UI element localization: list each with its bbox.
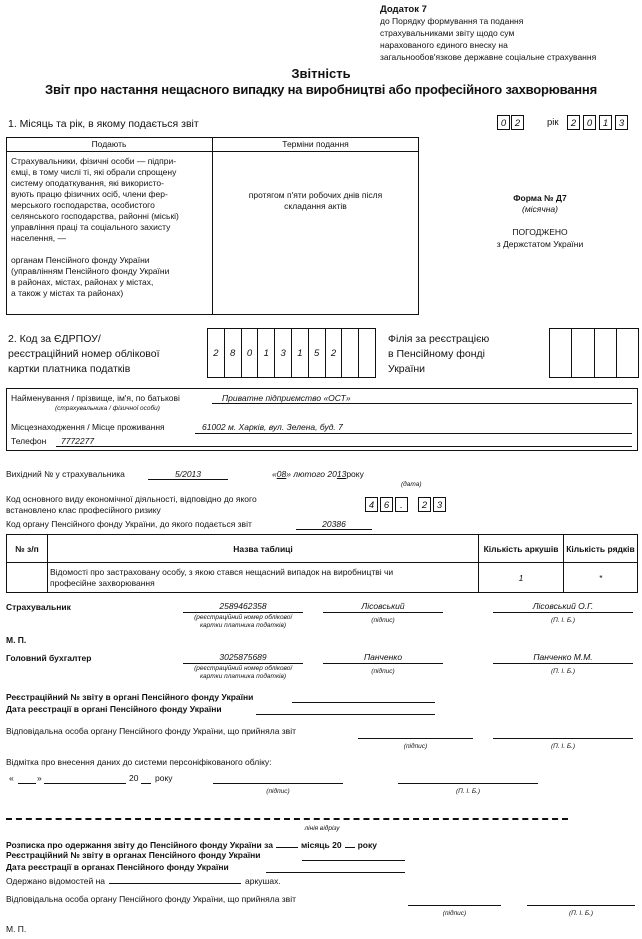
edrpou-digit-8: 2: [326, 329, 343, 377]
phone-value[interactable]: 7772277: [61, 436, 95, 446]
appendix-line-3: нарахованого єдиного внеску на: [380, 40, 508, 50]
approved-by: з Держстатом України: [496, 239, 584, 249]
outgoing-date-note: (дата): [401, 481, 422, 488]
row-rows[interactable]: *: [564, 563, 638, 593]
row-name: Відомості про застраховану особу, з якою стався нещасний випадок на виробництві чи професійне захворювання: [48, 563, 479, 593]
edrpou-digit-7: 5: [309, 329, 326, 377]
pf-name-note: (П. І. Б.): [550, 743, 576, 750]
accountant-label: Головний бухгалтер: [6, 653, 92, 663]
pf-mark-sign-note: (підпис): [266, 788, 290, 795]
pf-mark-name-note: (П. І. Б.): [455, 788, 481, 795]
insurer-code[interactable]: 2589462358: [219, 601, 267, 611]
pf-responsible-sign-line[interactable]: [358, 738, 473, 739]
pf-reg-number-label: Реєстраційний № звіту в органі Пенсійного фонду України: [6, 692, 254, 702]
receipt-reg-date-line[interactable]: [266, 872, 405, 873]
cut-line-label: лінія відрізу: [304, 825, 340, 832]
pf-mark-date-open: «: [9, 773, 14, 783]
pf-mark-label: Відмітка про внесення даних до системи персоніфікованого обліку:: [6, 757, 272, 767]
branch-label: Філія за реєстрацією в Пенсійному фонді України: [388, 333, 490, 375]
insurer-name[interactable]: Лісовський О.Г.: [532, 601, 594, 611]
receipt-name-line[interactable]: [527, 905, 635, 906]
edrpou-digit-9: [342, 329, 359, 377]
insurer-signature[interactable]: Лісовський: [361, 601, 405, 611]
cut-line: [6, 818, 568, 820]
pf-responsible-label: Відповідальна особа органу Пенсійного фонду України, що прийняла звіт: [6, 726, 296, 736]
receipt-reg-number-line[interactable]: [302, 860, 405, 861]
accountant-code-note: (реєстраційний номер облікової картки платника податків): [194, 665, 292, 680]
receipt-sign-note: (підпис): [442, 910, 467, 917]
header-sheets: Кількість аркушів: [479, 535, 564, 563]
pf-responsible-name-line[interactable]: [493, 738, 633, 739]
year-digit-2[interactable]: 0: [583, 115, 596, 130]
kved-digit-2[interactable]: 6: [380, 497, 393, 512]
pf-reg-number-line[interactable]: [292, 702, 435, 703]
insurer-sign-note: (підпис): [371, 617, 395, 624]
pf-reg-date-line[interactable]: [256, 714, 435, 715]
receipt-line-2: Реєстраційний № звіту в органах Пенсійного фонду України: [6, 850, 261, 860]
tables-list: [6, 534, 638, 593]
form-number: Форма № Д7: [513, 193, 567, 203]
stamp-label: М. П.: [6, 635, 27, 645]
header-num: № з/п: [7, 535, 48, 563]
accountant-name-note: (П. І. Б.): [550, 668, 576, 675]
phone-label: Телефон: [11, 436, 47, 446]
row-sheets[interactable]: 1: [479, 563, 564, 593]
outgoing-number[interactable]: 5/2013: [175, 469, 201, 479]
pf-code-label: Код органу Пенсійного фонду України, до якого подається звіт: [6, 519, 252, 529]
pf-mark-sign-line[interactable]: [213, 783, 343, 784]
accountant-code[interactable]: 3025875689: [219, 652, 267, 662]
header-rows: Кількість рядків: [564, 535, 638, 563]
appendix-line-1: до Порядку формування та подання: [380, 16, 524, 26]
table-row: [7, 563, 638, 593]
insurer-label: Страхувальник: [6, 602, 71, 612]
section2-label: 2. Код за ЄДРПОУ/ реєстраційний номер облікової картки платника податків: [8, 333, 160, 375]
kved-label: Код основного виду економічної діяльності, відповідно до якого встановлено клас професійного ризику: [6, 494, 257, 515]
receipt-responsible-label: Відповідальна особа органу Пенсійного фонду України, що прийняла звіт: [6, 894, 296, 904]
edrpou-digit-6: 1: [292, 329, 309, 377]
receipt-line-4: Одержано відомостей на аркушах.: [6, 876, 281, 886]
kved-digit-1[interactable]: 4: [365, 497, 378, 512]
doc-title: Звітність: [291, 66, 351, 81]
pf-mark-name-line[interactable]: [398, 783, 538, 784]
doc-subtitle: Звіт про настання нещасного випадку на виробництві або професійного захворювання: [45, 82, 597, 97]
pf-code-value[interactable]: 20386: [322, 519, 346, 529]
address-label: Місцезнаходження / Місце проживання: [11, 422, 165, 432]
section1-label: 1. Місяць та рік, в якому подається звіт: [8, 118, 199, 130]
header-name: Назва таблиці: [48, 535, 479, 563]
accountant-sign-note: (підпис): [371, 668, 395, 675]
address-value[interactable]: 61002 м. Харків, вул. Зелена, буд. 7: [202, 422, 343, 432]
receipt-name-note: (П. І. Б.): [568, 910, 594, 917]
name-note: (страхувальника / фізичної особи): [55, 405, 160, 412]
appendix-title: Додаток 7: [380, 4, 427, 15]
appendix-line-4: загальнообов'язкове державне соціальне страхування: [380, 52, 597, 62]
year-digit-3[interactable]: 1: [599, 115, 612, 130]
receipt-line-1: Розписка про одержання звіту до Пенсійного фонду України за місяць 20 року: [6, 840, 377, 850]
edrpou-digit-5: 3: [275, 329, 292, 377]
row-num: [7, 563, 48, 593]
submission-header-who: Подають: [91, 139, 127, 149]
pf-mark-year-line[interactable]: [141, 783, 151, 784]
pf-mark-day-line[interactable]: [18, 783, 36, 784]
appendix-line-2: страхувальниками звіту щодо сум: [380, 28, 515, 38]
outgoing-date[interactable]: «08» лютого 2013року: [272, 469, 364, 479]
month-digit-1[interactable]: 0: [497, 115, 510, 130]
receipt-line-3: Дата реєстрації в органах Пенсійного фонду України: [6, 862, 229, 872]
pf-mark-month-line[interactable]: [44, 783, 126, 784]
receipt-sign-line[interactable]: [408, 905, 501, 906]
edrpou-digit-2: 8: [225, 329, 242, 377]
kved-digit-3[interactable]: 2: [418, 497, 431, 512]
name-value[interactable]: Приватне підприємство «ОСТ»: [222, 393, 351, 403]
outgoing-label: Вихідний № у страхувальника: [6, 469, 125, 479]
accountant-signature[interactable]: Панченко: [363, 652, 403, 662]
edrpou-digit-10: [359, 329, 375, 377]
insurer-name-note: (П. І. Б.): [550, 617, 576, 624]
approved-label: ПОГОДЖЕНО: [512, 227, 568, 237]
pf-mark-year-prefix: 20: [129, 773, 139, 783]
kved-dot: .: [395, 497, 408, 512]
pf-mark-year-word: року: [155, 773, 173, 783]
edrpou-code-box[interactable]: [207, 328, 376, 378]
year-digit-1[interactable]: 2: [567, 115, 580, 130]
receipt-stamp: М. П.: [6, 924, 27, 934]
edrpou-digit-3: 0: [242, 329, 259, 377]
year-digit-4[interactable]: 3: [615, 115, 628, 130]
form-period: (місячна): [522, 204, 558, 214]
submission-who-text: Страхувальники, фізичні особи — підпри- ємці, в тому числі ті, які обрали спрощену систему оподаткування, які використо- вують працю фізичних осіб, члени фер- мерського господарства, особистого селянського господарства, районні (міські) управління праці та соціального захисту населення, — органам Пенсійного фонду України (управлінням Пенсійного фонду України в районах, містах, районах у містах, а також у містах та районах): [11, 156, 179, 298]
submission-header-when: Терміни подання: [282, 139, 349, 149]
edrpou-digit-1: 2: [208, 329, 225, 377]
kved-digit-4[interactable]: 3: [433, 497, 446, 512]
accountant-name[interactable]: Панченко М.М.: [533, 652, 593, 662]
edrpou-digit-4: 1: [258, 329, 275, 377]
pf-mark-date-close: »: [37, 773, 42, 783]
month-digit-2[interactable]: 2: [511, 115, 524, 130]
insurer-code-note: (реєстраційний номер облікової картки платника податків): [194, 614, 292, 629]
pf-sign-note: (підпис): [403, 743, 428, 750]
year-label: рік: [547, 117, 559, 128]
pf-reg-date-label: Дата реєстрації в органі Пенсійного фонду України: [6, 704, 222, 714]
name-label: Найменування / прізвище, ім'я, по батькові: [11, 393, 180, 403]
submission-when-text: протягом п'яти робочих днів після складання актів: [248, 190, 383, 211]
tables-list-header-row: [7, 535, 638, 563]
